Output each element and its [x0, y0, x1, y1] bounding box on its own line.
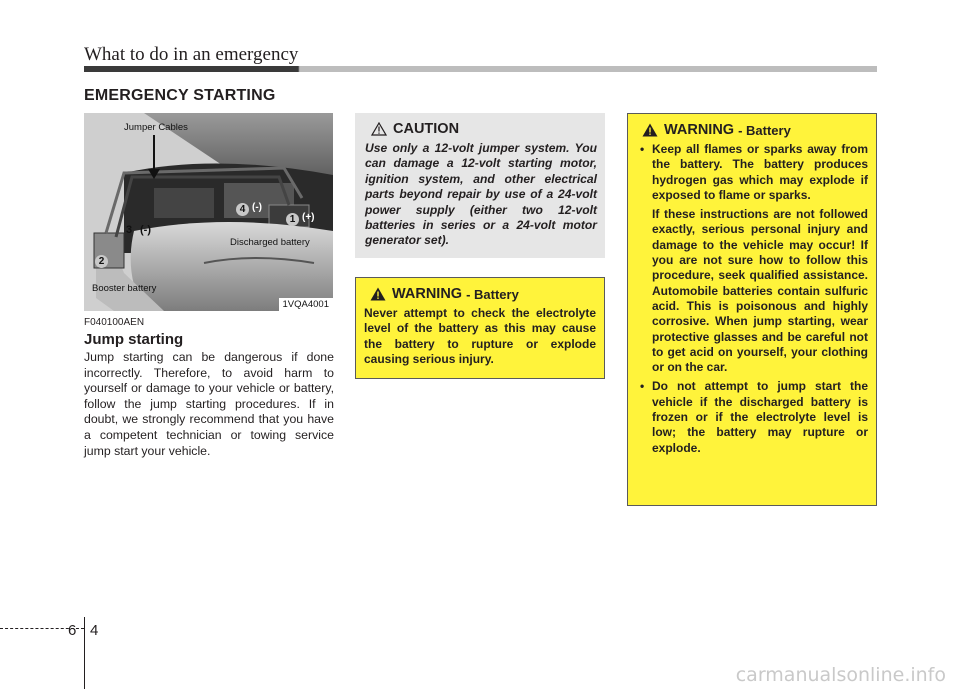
figure-code: 1VQA4001 — [279, 298, 333, 311]
caution-box — [355, 113, 605, 258]
caution-header — [365, 121, 597, 137]
step-3-label: 3 — [126, 224, 133, 236]
bullet-icon: • — [640, 142, 645, 156]
list-item — [636, 142, 868, 375]
minus-label-4: (-) — [252, 202, 262, 213]
section-title: EMERGENCY STARTING — [84, 87, 276, 104]
warning-header — [636, 122, 868, 138]
warning-item-1-text: Keep all flames or sparks away from the battery. The battery produces hydrogen gas which may explode if exposed to flame or sparks. — [652, 142, 868, 202]
warning-title: WARNING — [392, 286, 463, 302]
label-booster-battery: Booster battery — [92, 283, 157, 294]
document-code: F040100AEN — [84, 317, 145, 328]
warning-box-electrolyte — [355, 277, 605, 379]
header-rule — [84, 66, 877, 72]
warning-item-2-text: Do not attempt to jump start the vehicle if the discharged battery is frozen or if the electrolyte level is low; the battery may rupture or explode. — [652, 379, 868, 455]
header-title: What to do in an emergency — [84, 44, 299, 65]
plus-label: (+) — [302, 212, 315, 223]
step-1-badge: 1 — [286, 213, 299, 226]
warning-text: Never attempt to check the electrolyte level of the battery as this may cause the battery to rupture or explode causing serious injury. — [364, 306, 596, 367]
engine-bay-drawing — [84, 113, 333, 311]
caution-triangle-icon — [371, 122, 387, 136]
jump-starting-text: Jump starting can be dangerous if done incorrectly. Therefore, to avoid harm to yourself or damage to your vehicle or battery, follow the jump starting procedures. If in doubt, we strongly recommend that you have a competent technician or towing service jump start your vehicle. — [84, 350, 334, 458]
list-item — [636, 379, 868, 455]
bullet-icon: • — [640, 379, 645, 394]
step-2-badge: 2 — [95, 255, 108, 268]
warning-title: WARNING — [664, 122, 735, 138]
footer-divider — [84, 617, 85, 689]
label-jumper-cables: Jumper Cables — [124, 122, 188, 133]
warning-box-battery — [627, 113, 877, 506]
caution-text: Use only a 12-volt jumper system. You can damage a 12-volt starting motor, ignition system, and other electrical parts beyond repair by use of a 24-volt power supply (either two 12-volt batteries in series or a 24-volt motor generator set). — [365, 141, 597, 248]
page-number: 4 — [90, 622, 99, 639]
warning-triangle-icon — [370, 287, 386, 301]
warning-list — [636, 142, 868, 456]
label-discharged-battery: Discharged battery — [230, 237, 310, 248]
warning-triangle-icon — [642, 123, 658, 137]
step-4-badge: 4 — [236, 203, 249, 216]
jump-starting-heading: Jump starting — [84, 331, 184, 348]
warning-subtitle: - Battery — [466, 286, 519, 302]
caution-title: CAUTION — [393, 121, 460, 137]
chapter-number: 6 — [68, 622, 77, 639]
warning-header — [364, 286, 596, 302]
warning-subtitle: - Battery — [738, 122, 791, 138]
warning-item-1-followup: If these instructions are not followed exactly, serious personal injury and damage to the vehicle may occur! If you are not sure how to follow this procedure, seek qualified assistance. Automobile batteries contain sulfuric acid. This is poisonous and highly corrosive. When jump starting, wear protective glasses and be careful not to get acid on yourself, your clothing or on the car. — [652, 207, 868, 375]
minus-label-3: (-) — [140, 224, 151, 236]
jump-start-illustration — [84, 113, 333, 311]
watermark: carmanualsonline.info — [735, 664, 946, 686]
